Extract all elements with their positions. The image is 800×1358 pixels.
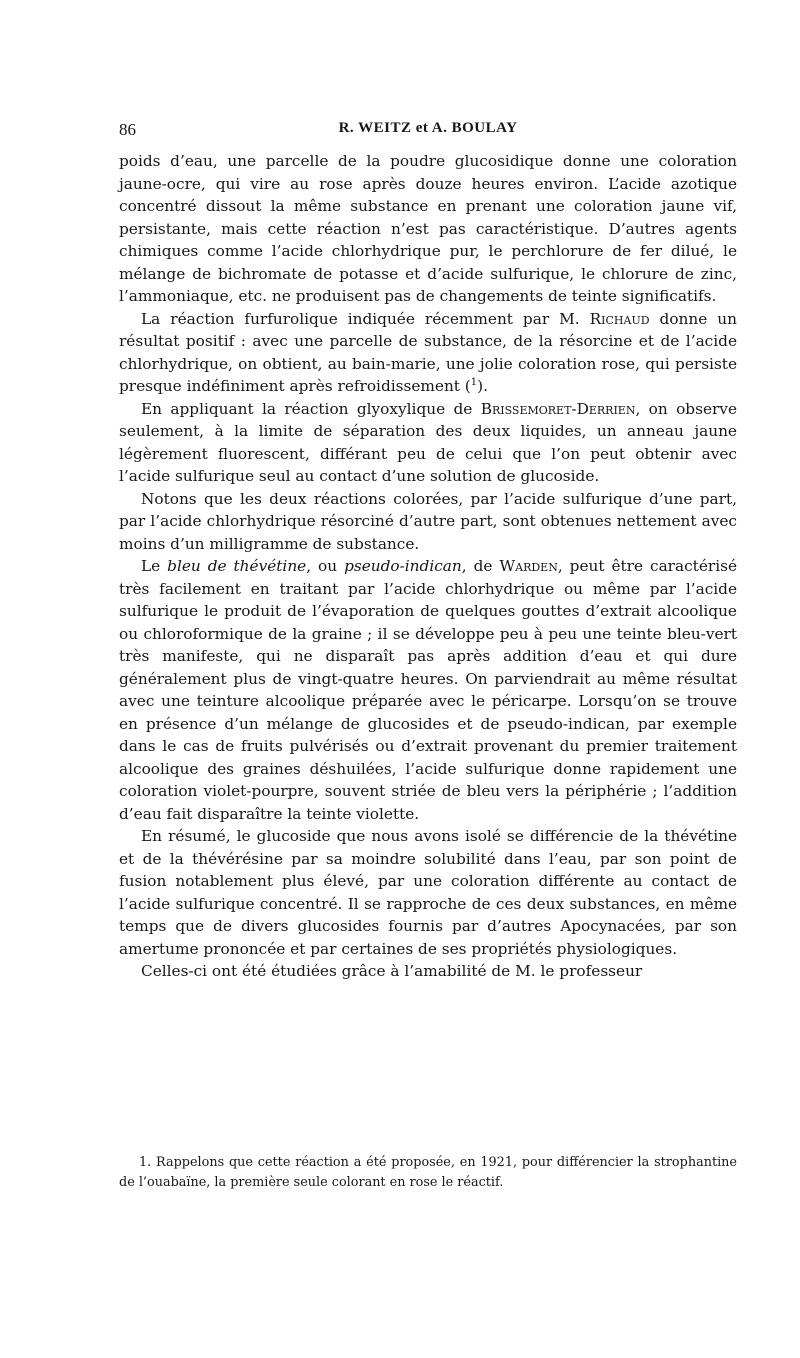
page-number: 86	[119, 120, 136, 139]
paragraph-5-text: , peut être caractérisé très facilement en traitant par l’acide chlorhydrique ou même par l’acide sulfurique le produit de l’évaporation de quelques gouttes d’extrait alcoolique ou chloroformique de la graine ; il se développe peu à peu une teinte bleu-vert très manifeste, qui ne disparaît pas après addition d’eau et qui dure généralement plus de vingt-quatre heures. On parviendrait au même résultat avec une teinture alcoolique préparée avec le péricarpe. Lorsqu’on se trouve en présence d’un mélange de glucosides et de pseudo-indican, par exemple dans le cas de fruits pulvérisés ou d’extrait provenant du premier traitement alcoolique des graines déshuilées, l’acide sulfurique donne rapidement une coloration violet-pourpre, souvent striée de bleu vers la périphérie ; l’addition d’eau fait disparaître la teinte violette.	[119, 557, 737, 823]
footnote: 1. Rappelons que cette réaction a été proposée, en 1921, pour différencier la strophantine de l’ouabaïne, la première seule colorant en rose le réactif.	[119, 1155, 737, 1190]
paragraph-2-end: ).	[477, 377, 488, 395]
paragraph-3	[119, 398, 737, 488]
paragraph-4: Notons que les deux réactions colorées, par l’acide sulfurique d’une part, par l’acide chlorhydrique résorciné d’autre part, sont obtenues nettement avec moins d’un milligramme de substance.	[119, 489, 737, 553]
footnote-ref[interactable]: 1	[470, 376, 478, 388]
paragraph-3-text-cont: , on observe seulement, à la limite de séparation des deux liquides, un anneau jaune légèrement fluorescent, différant peu de celui que l’on peut obtenir avec l’acide sulfurique seul au contact d’une solution de glucoside.	[119, 399, 738, 485]
paragraph-5-mid2: , de	[461, 557, 500, 575]
author-name-richaud: Richaud	[589, 309, 650, 328]
page-header	[119, 120, 737, 142]
paragraph-5-start: Le	[141, 557, 168, 575]
paragraph-2	[119, 308, 737, 398]
paragraph-2-text: La réaction furfurolique indiquée récemment par M.	[141, 309, 590, 328]
body-text	[119, 150, 737, 983]
paragraph-5	[119, 555, 737, 825]
paragraph-2-text-cont: donne un résultat positif : avec une parcelle de substance, de la résorcine et de l’acide chlorhydrique, on obtient, au bain-marie, une jolie coloration rose, qui persiste presque indéfiniment après refroidissement (	[119, 309, 737, 395]
author-name-warden: Warden	[499, 557, 558, 575]
paragraph-3-text: En appliquant la réaction glyoxylique de	[141, 399, 481, 418]
author-name-brissemoret-derrien: Brissemoret-Derrien	[480, 399, 636, 418]
term-bleu-de-thevetine: bleu de thévétine	[167, 557, 307, 575]
paragraph-5-mid1: , ou	[306, 557, 345, 575]
paragraph-6: En résumé, le glucoside que nous avons isolé se différencie de la thévétine et de la thévérésine par sa moindre solubilité dans l’eau, par son point de fusion notablement plus élevé, par une coloration différente au contact de l’acide sulfurique concentré. Il se rapproche de ces deux substances, en même temps que de divers glucosides fournis par d’autres Apocynacées, par son amertume prononcée et par certaines de ses propriétés physiologiques.	[119, 827, 737, 958]
running-head: R. WEITZ et A. BOULAY	[338, 120, 518, 136]
paragraph-1: poids d’eau, une parcelle de la poudre glucosidique donne une coloration jaune-ocre, qui vire au rose après douze heures environ. L’acide azotique concentré dissout la même substance en prenant une coloration jaune vif, persistante, mais cette réaction n’est pas caractéristique. D’autres agents chimiques comme l’acide chlorhydrique pur, le perchlorure de fer dilué, le mélange de bichromate de potasse et d’acide sulfurique, le chlorure de zinc, l’ammoniaque, etc. ne produisent pas de changements de teinte significatifs.	[119, 152, 737, 305]
paragraph-7: Celles-ci ont été étudiées grâce à l’amabilité de M. le professeur	[141, 962, 643, 980]
term-pseudo-indican: pseudo-indican	[344, 557, 462, 575]
